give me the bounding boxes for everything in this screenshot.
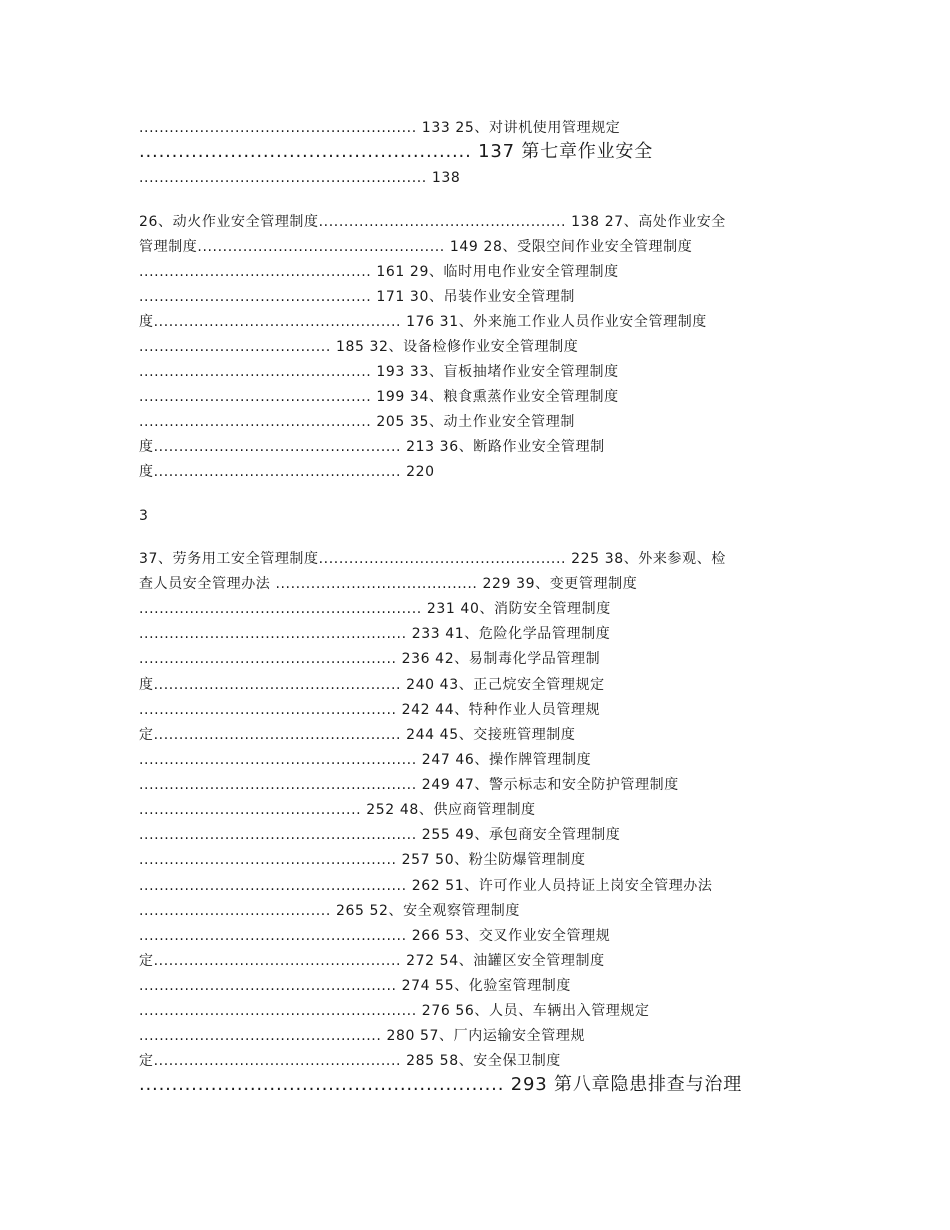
toc-line: ....................................................... 249 47、警示标志和安全防护管理制度: [139, 777, 679, 793]
toc-line: .............................................. 193 33、盲板抽堵作业安全管理制度: [139, 364, 619, 380]
page-number: 3: [139, 508, 149, 524]
toc-line: ...................................... 265 52、安全观察管理制度: [139, 903, 520, 919]
toc-line: 度................................................. 176 31、外来施工作业人员作业安全管理制度: [139, 314, 707, 330]
toc-line: ................................................... 242 44、特种作业人员管理规: [139, 702, 601, 718]
toc-line: 定................................................. 244 45、交接班管理制度: [139, 727, 576, 743]
toc-line: .............................................. 199 34、粮食熏蒸作业安全管理制度: [139, 389, 619, 405]
toc-line: ..................................................... 262 51、许可作业人员持证上岗安全管理办法: [139, 878, 713, 894]
toc-line: 定................................................. 272 54、油罐区安全管理制度: [139, 953, 605, 969]
toc-line: ........................................................ 231 40、消防安全管理制度: [139, 601, 611, 617]
toc-line: .............................................. 205 35、动土作业安全管理制: [139, 414, 575, 430]
toc-line: 查人员安全管理办法 ........................................ 229 39、变更管理制度: [139, 576, 638, 592]
toc-line: 度................................................. 240 43、正己烷安全管理规定: [139, 677, 605, 693]
toc-line: ..................................................... 266 53、交叉作业安全管理规: [139, 928, 611, 944]
toc-line: ...................................... 185 32、设备检修作业安全管理制度: [139, 339, 579, 355]
toc-line: .............................................. 161 29、临时用电作业安全管理制度: [139, 264, 619, 280]
toc-line: ................................................... 257 50、粉尘防爆管理制度: [139, 852, 586, 868]
toc-chapter-line: ................................................... 137 第七章作业安全: [139, 141, 654, 162]
toc-line: ................................................... 236 42、易制毒化学品管理制: [139, 651, 601, 667]
toc-line: 度................................................. 213 36、断路作业安全管理制: [139, 439, 605, 455]
toc-line: ..................................................... 233 41、危险化学品管理制度: [139, 626, 611, 642]
toc-line: ................................................... 274 55、化验室管理制度: [139, 978, 571, 994]
toc-line: ....................................................... 255 49、承包商安全管理制度: [139, 827, 621, 843]
toc-line: 37、劳务用工安全管理制度................................................. 225 38、外来参观、检: [139, 551, 726, 567]
toc-line: .............................................. 171 30、吊装作业安全管理制: [139, 289, 575, 305]
toc-line: ................................................ 280 57、厂内运输安全管理规: [139, 1028, 586, 1044]
toc-chapter-line: ........................................................ 293 第八章隐患排查与治理: [139, 1074, 743, 1095]
toc-line: ....................................................... 247 46、操作牌管理制度: [139, 752, 592, 768]
toc-line: ......................................................... 138: [139, 170, 461, 186]
toc-line: ............................................ 252 48、供应商管理制度: [139, 802, 536, 818]
toc-line: ....................................................... 276 56、人员、车辆出入管理规定: [139, 1003, 650, 1019]
toc-line: 度................................................. 220: [139, 464, 435, 480]
toc-line: ....................................................... 133 25、对讲机使用管理规定: [139, 120, 621, 136]
toc-line: 26、动火作业安全管理制度................................................. 138 27、高处作业安全: [139, 214, 726, 230]
toc-line: 管理制度................................................. 149 28、受限空间作业安全管理制度: [139, 239, 693, 255]
toc-line: 定................................................. 285 58、安全保卫制度: [139, 1053, 561, 1069]
